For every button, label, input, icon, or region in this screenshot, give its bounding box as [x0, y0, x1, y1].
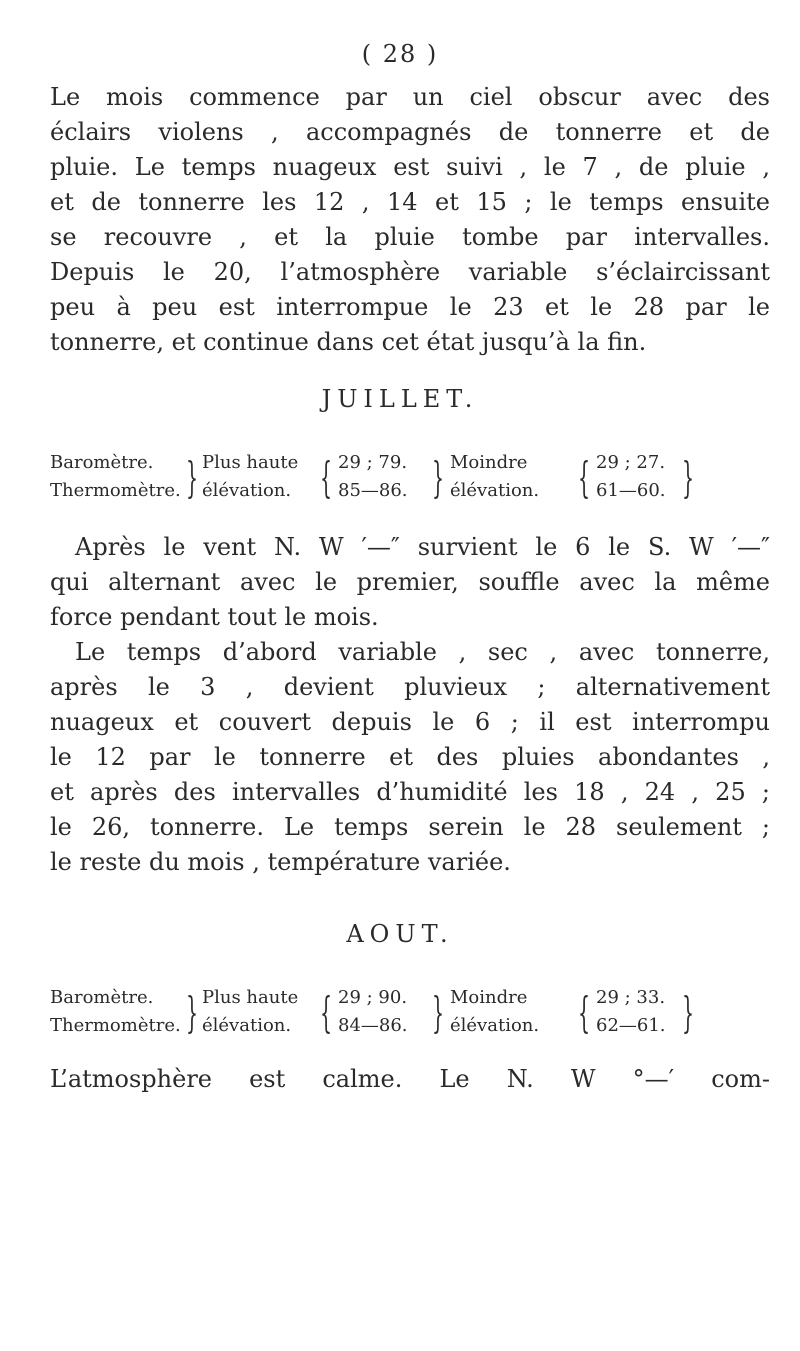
- text-line: et après des intervalles d’humidité les 18 , 24 , 25 ;: [50, 778, 770, 806]
- text-line: pluie. Le temps nuageux est suivi , le 7 , de pluie ,: [50, 153, 770, 181]
- brace-right: }: [432, 453, 445, 502]
- low-value: 62—61.: [596, 1015, 666, 1036]
- brace-left: {: [320, 988, 333, 1037]
- brace-left: {: [578, 453, 591, 502]
- low-value: 29 ; 27.: [596, 452, 666, 473]
- text-line: après le 3 , devient pluvieux ; alternativement: [50, 673, 770, 701]
- weather-table-aout: [50, 985, 770, 1045]
- brace-right: }: [186, 988, 199, 1037]
- text-line: le 26, tonnerre. Le temps serein le 28 seulement ;: [50, 813, 770, 841]
- closing-paragraph-aout: [50, 1062, 770, 1097]
- high-label: Plus haute: [202, 987, 299, 1008]
- text-line: [50, 635, 770, 670]
- month-heading-aout: AOUT.: [346, 920, 454, 948]
- low-label: élévation.: [450, 1015, 540, 1036]
- page-number: ( 28 ): [361, 40, 439, 68]
- brace-right: }: [432, 988, 445, 1037]
- high-value: 85—86.: [338, 480, 408, 501]
- brace-left: {: [578, 988, 591, 1037]
- weather-paragraph-juillet: [50, 635, 770, 880]
- text-line: Depuis le 20, l’atmosphère variable s’éclaircissant: [50, 258, 770, 286]
- high-value: 84—86.: [338, 1015, 408, 1036]
- high-value: 29 ; 90.: [338, 987, 408, 1008]
- high-label: Plus haute: [202, 452, 299, 473]
- text-line: éclairs violens , accompagnés de tonnerre et de: [50, 118, 770, 146]
- text-line: le reste du mois , température variée.: [50, 848, 511, 876]
- brace-right: }: [682, 453, 695, 502]
- intro-paragraph: [50, 80, 770, 360]
- text-line: tonnerre, et continue dans cet état jusqu’à la fin.: [50, 328, 647, 356]
- low-label: élévation.: [450, 480, 540, 501]
- wind-paragraph-juillet: [50, 530, 770, 635]
- text-line: et de tonnerre les 12 , 14 et 15 ; le temps ensuite: [50, 188, 770, 216]
- month-heading-juillet: JUILLET.: [321, 385, 479, 413]
- high-label: élévation.: [202, 480, 292, 501]
- high-label: élévation.: [202, 1015, 292, 1036]
- text-line: L’atmosphère est calme. Le N. W °—′ com-: [50, 1065, 770, 1093]
- text-line: se recouvre , et la pluie tombe par intervalles.: [50, 223, 770, 251]
- instrument-barometer: Baromètre.: [50, 452, 154, 473]
- weather-table-juillet: [50, 450, 770, 510]
- low-label: Moindre: [450, 452, 528, 473]
- instrument-barometer: Baromètre.: [50, 987, 154, 1008]
- text-line-content: Après le vent N. W ′—″ survient le 6 le S. W ′—″: [75, 533, 770, 561]
- text-line: le 12 par le tonnerre et des pluies abondantes ,: [50, 743, 770, 771]
- text-line: nuageux et couvert depuis le 6 ; il est interrompu: [50, 708, 770, 736]
- text-line: force pendant tout le mois.: [50, 603, 379, 631]
- text-line: qui alternant avec le premier, souffle avec la même: [50, 568, 770, 596]
- instrument-thermometer: Thermomètre.: [50, 1015, 181, 1036]
- text-line: peu à peu est interrompue le 23 et le 28 par le: [50, 293, 770, 321]
- text-line: [50, 530, 770, 565]
- high-value: 29 ; 79.: [338, 452, 408, 473]
- brace-left: {: [320, 453, 333, 502]
- low-value: 61—60.: [596, 480, 666, 501]
- brace-right: }: [682, 988, 695, 1037]
- low-value: 29 ; 33.: [596, 987, 666, 1008]
- brace-right: }: [186, 453, 199, 502]
- text-line: Le mois commence par un ciel obscur avec des: [50, 83, 770, 111]
- text-line-content: Le temps d’abord variable , sec , avec tonnerre,: [75, 638, 770, 666]
- low-label: Moindre: [450, 987, 528, 1008]
- instrument-thermometer: Thermomètre.: [50, 480, 181, 501]
